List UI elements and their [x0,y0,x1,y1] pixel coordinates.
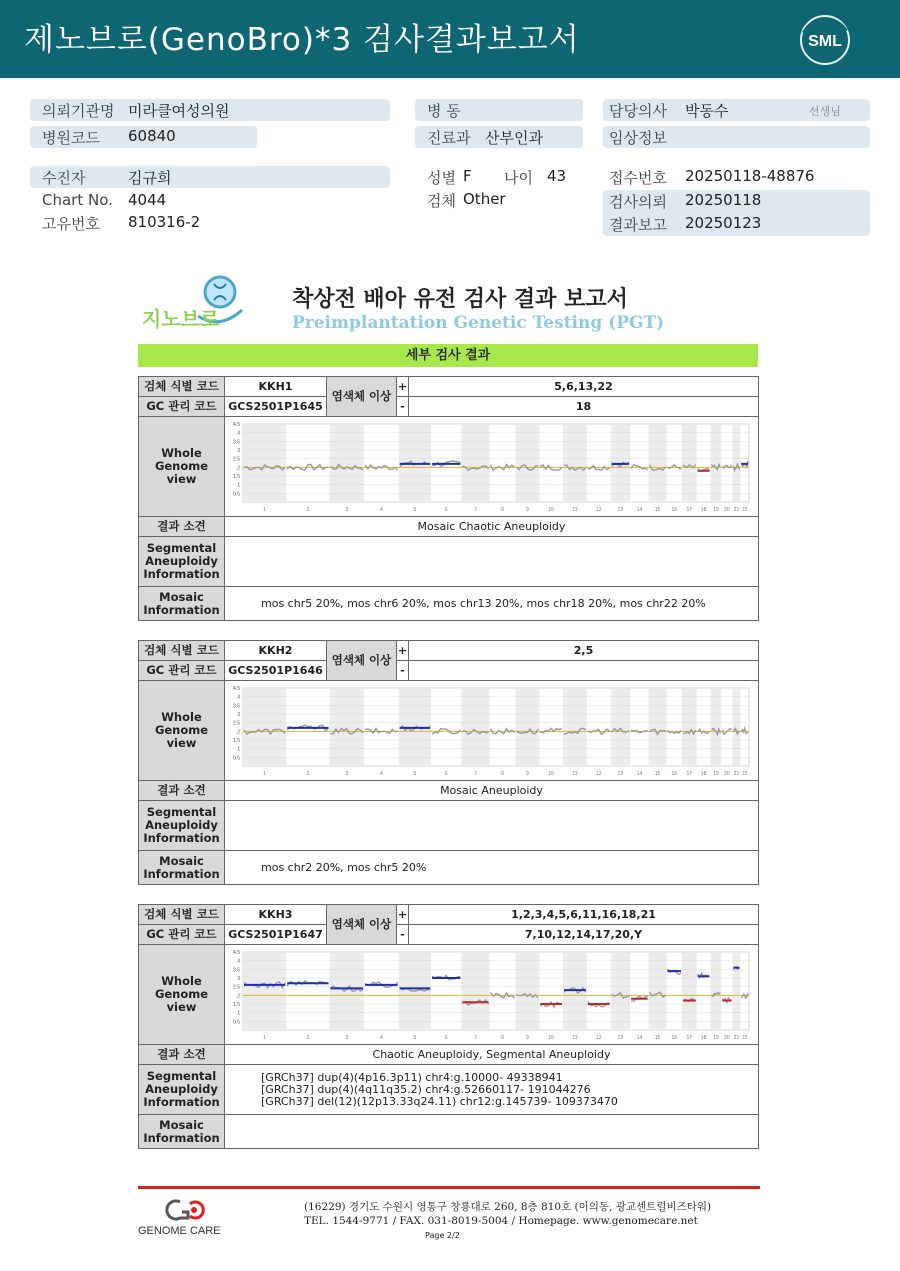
chromosome-band [611,952,630,1030]
chromosome-band [649,952,667,1030]
x-tick-label: 8 [501,770,504,777]
chromosome-band [329,688,364,766]
genobro-logo [140,272,248,332]
x-tick-label: 22 [741,1034,748,1041]
x-tick-label: 12 [595,770,602,777]
sample-code-label: 검체 식별 코드 [139,377,225,397]
chromosome-band [563,424,587,502]
mosaic-text: mos chr2 20%, mos chr5 20% [225,851,759,885]
chromosome-band [515,688,539,766]
chromosome-band [461,424,489,502]
genome-plot-cell [225,945,759,1045]
dept-row [415,126,583,148]
report-title: 제노브로(GenoBro)*3 검사결과보고서 [24,22,580,58]
dates-block [603,190,870,236]
x-tick-label: 12 [595,1034,602,1041]
x-tick-label: 17 [686,1034,693,1041]
receipt-value: 20250118-48876 [685,167,815,185]
x-tick-label: 1 [263,770,267,777]
segmental-label: Segmental Aneuploidy Information [139,1065,225,1115]
hospital-code-value: 60840 [128,127,176,145]
dept-value: 산부인과 [485,129,543,147]
gc-code: GCS2501P1646 [225,661,327,681]
chromosome-band [515,424,539,502]
gc-code-label: GC 관리 코드 [139,925,225,945]
result-text: Chaotic Aneuploidy, Segmental Aneuploidy [225,1045,759,1065]
report-date-label: 결과보고 [609,216,667,234]
patient-label: 수진자 [42,169,86,187]
institution-row [30,99,390,121]
chart-row [30,190,390,212]
y-tick-label: 0.5 [233,754,240,761]
gain-chromosomes: 5,6,13,22 [409,377,759,397]
sml-logo-text: SML [808,33,842,50]
chromosome-band [329,952,364,1030]
segmental-line: [GRCh37] del(12)(12p13.33q24.11) chr12:g.145739- 109373470 [261,1094,618,1108]
gc-code: GCS2501P1645 [225,397,327,417]
genome-plot-1 [225,418,757,516]
y-tick-label: 3.5 [233,438,240,445]
ward-label: 병 동 [427,102,461,120]
doctor-suffix: 선생님 [809,105,841,118]
chromosome-band [711,688,722,766]
uid-value: 810316-2 [128,213,201,231]
hospital-code-label: 병원코드 [42,129,100,147]
x-tick-label: 9 [525,506,529,513]
footer-contact: TEL. 1544-9771 / FAX. 031-8019-5004 / Homepage. www.genomecare.net [304,1215,698,1227]
x-tick-label: 21 [733,506,740,513]
chromosome-band [461,688,489,766]
minus-sign: - [397,925,409,945]
mosaic-label: Mosaic Information [139,851,225,885]
mosaic-label: Mosaic Information [139,1115,225,1149]
gain-chromosomes: 1,2,3,4,5,6,11,16,18,21 [409,905,759,925]
x-tick-label: 11 [572,506,578,513]
x-tick-label: 7 [474,770,477,777]
segmental-line: [GRCh37] dup(4)(4p16.3p11) chr4:g.10000- 49338941 [261,1070,563,1084]
genome-care-logo-text: GENOME CARE [138,1225,221,1237]
x-tick-label: 5 [413,506,417,513]
x-tick-label: 21 [733,770,740,777]
chromosome-band [649,688,667,766]
result-text: Mosaic Chaotic Aneuploidy [225,517,759,537]
x-tick-label: 8 [501,506,504,513]
x-tick-label: 10 [548,506,554,513]
result-label: 결과 소견 [139,517,225,537]
patient-value: 김규희 [128,169,172,187]
y-tick-label: 2 [237,728,240,735]
x-tick-label: 20 [724,770,730,777]
sample-table-2 [138,640,759,885]
section-title-bar: 세부 검사 결과 [138,344,758,367]
x-tick-label: 3 [345,770,349,777]
sex-label: 성별 [427,169,456,187]
page-number: Page 2/2 [425,1231,460,1240]
x-tick-label: 16 [671,506,677,513]
x-tick-label: 4 [380,1034,383,1041]
specimen-label: 검체 [427,192,456,210]
institution-label: 의뢰기관명 [42,102,115,120]
receipt-row [603,166,870,188]
footer-address: (16229) 경기도 수원시 영통구 창룡대로 260, 8층 810호 (이의동, 광교센트럴비즈타워) [304,1201,712,1213]
y-tick-label: 3.5 [233,702,240,709]
uid-label: 고유번호 [42,215,100,233]
y-tick-label: 2.5 [233,984,240,991]
age-value: 43 [547,167,567,185]
chromosome-band [733,952,741,1030]
mosaic-label: Mosaic Information [139,587,225,621]
y-tick-label: 3 [237,711,240,718]
title-bar [0,0,900,78]
x-tick-label: 1 [263,506,267,513]
chromosome-band [733,688,741,766]
ward-row [415,99,583,121]
genobro-logo-text: 지노브로 [142,307,220,331]
result-label: 결과 소견 [139,1045,225,1065]
sample-table-1 [138,376,759,621]
chromosome-band [733,424,741,502]
x-tick-label: 6 [444,770,448,777]
chromosome-band [649,424,667,502]
x-tick-label: 18 [700,506,707,513]
chromosome-band [711,424,722,502]
gc-code-label: GC 관리 코드 [139,397,225,417]
chrom-abn-label: 염색체 이상 [327,377,397,417]
chromosome-band [611,688,630,766]
plot-area [243,952,749,1030]
minus-sign: - [397,661,409,681]
footer-address-block [304,1200,711,1228]
y-tick-label: 1.5 [233,1001,240,1008]
minus-sign: - [397,397,409,417]
x-tick-label: 14 [636,506,643,513]
request-label: 검사의뢰 [609,193,667,211]
x-tick-label: 7 [474,506,477,513]
x-tick-label: 19 [713,770,719,777]
chromosome-band [243,688,286,766]
genome-plot-2 [225,682,757,780]
y-tick-label: 1 [237,482,240,489]
mosaic-text [225,1115,759,1149]
chrom-abn-label: 염색체 이상 [327,641,397,681]
uid-row [30,212,390,234]
y-tick-label: 0.5 [233,1018,240,1025]
dept-label: 진료과 [427,129,471,147]
y-tick-label: 1 [237,1010,240,1017]
chromosome-band [329,424,364,502]
x-tick-label: 11 [572,1034,578,1041]
plot-area [243,424,749,502]
y-tick-label: 0.5 [233,490,240,497]
x-tick-label: 6 [444,506,448,513]
segmental-text [225,801,759,851]
request-value: 20250118 [685,191,762,209]
pgt-title-korean: 착상전 배아 유전 검사 결과 보고서 [292,287,628,312]
x-tick-label: 9 [525,770,529,777]
sex-value: F [463,167,472,185]
sample-code: KKH3 [225,905,327,925]
x-tick-label: 2 [306,770,310,777]
y-tick-label: 4 [237,430,240,437]
x-tick-label: 15 [654,506,661,513]
chromosome-band [243,424,286,502]
loss-chromosomes: 7,10,12,14,17,20,Y [409,925,759,945]
y-tick-label: 4 [237,694,240,701]
y-tick-label: 4.5 [233,421,240,428]
clinical-label: 임상정보 [609,129,667,147]
chart-label: Chart No. [42,191,113,209]
y-tick-label: 3 [237,975,240,982]
specimen-row [415,189,595,211]
y-tick-label: 1 [237,746,240,753]
result-label: 결과 소견 [139,781,225,801]
x-tick-label: 21 [733,1034,740,1041]
x-tick-label: 15 [654,1034,661,1041]
x-tick-label: 14 [636,1034,643,1041]
doctor-label: 담당의사 [609,102,667,120]
x-tick-label: 16 [671,1034,677,1041]
y-tick-label: 4.5 [233,685,240,692]
y-tick-label: 3.5 [233,966,240,973]
y-tick-label: 4.5 [233,949,240,956]
whole-genome-label: Whole Genome view [139,417,225,517]
chrom-abn-label: 염색체 이상 [327,905,397,945]
x-tick-label: 8 [501,1034,504,1041]
gc-code: GCS2501P1647 [225,925,327,945]
x-tick-label: 20 [724,506,730,513]
x-tick-label: 13 [617,1034,624,1041]
y-tick-label: 2 [237,992,240,999]
y-tick-label: 3 [237,447,240,454]
y-tick-label: 2.5 [233,456,240,463]
y-tick-label: 2 [237,464,240,471]
x-tick-label: 17 [686,506,693,513]
loss-chromosomes: 18 [409,397,759,417]
sample-code-label: 검체 식별 코드 [139,641,225,661]
mosaic-text: mos chr5 20%, mos chr6 20%, mos chr13 20%, mos chr18 20%, mos chr22 20% [225,587,759,621]
result-text: Mosaic Aneuploidy [225,781,759,801]
chromosome-band [682,424,697,502]
whole-genome-label: Whole Genome view [139,681,225,781]
x-tick-label: 19 [713,506,719,513]
chromosome-band [682,688,697,766]
genome-plot-cell [225,417,759,517]
sample-code-label: 검체 식별 코드 [139,905,225,925]
plus-sign: + [397,905,409,925]
gain-chromosomes: 2,5 [409,641,759,661]
x-tick-label: 16 [671,770,677,777]
x-tick-label: 3 [345,506,349,513]
x-tick-label: 13 [617,770,624,777]
patient-row [30,166,390,188]
footer-divider [138,1186,760,1189]
x-tick-label: 20 [724,1034,730,1041]
y-tick-label: 2.5 [233,720,240,727]
genome-plot-cell [225,681,759,781]
chromosome-band [563,688,587,766]
y-tick-label: 1.5 [233,473,240,480]
x-tick-label: 18 [700,1034,707,1041]
segmental-label: Segmental Aneuploidy Information [139,801,225,851]
chart-value: 4044 [128,191,167,209]
pgt-title-english: Preimplantation Genetic Testing (PGT) [292,313,665,333]
x-tick-label: 9 [525,1034,529,1041]
doctor-row [603,99,870,121]
specimen-value: Other [463,190,506,208]
institution-value: 미라클여성의원 [128,102,230,120]
chromosome-band [515,952,539,1030]
x-tick-label: 1 [263,1034,267,1041]
x-tick-label: 5 [413,1034,417,1041]
x-tick-label: 4 [380,770,383,777]
segmental-line: [GRCh37] dup(4)(4q11q35.2) chr4:g.52660117- 191044276 [261,1082,591,1096]
x-tick-label: 2 [306,506,310,513]
chromosome-band [461,952,489,1030]
y-tick-label: 1.5 [233,737,240,744]
sex-age-row [415,166,595,188]
x-tick-label: 12 [595,506,602,513]
x-tick-label: 6 [444,1034,448,1041]
x-tick-label: 2 [306,1034,310,1041]
hospital-code-row [30,126,257,148]
x-tick-label: 10 [548,1034,554,1041]
x-tick-label: 18 [700,770,707,777]
genome-plot-3 [225,946,757,1044]
x-tick-label: 10 [548,770,554,777]
x-tick-label: 22 [741,506,748,513]
x-tick-label: 5 [413,770,417,777]
loss-chromosomes [409,661,759,681]
sml-logo [798,13,852,67]
x-tick-label: 11 [572,770,578,777]
genome-care-logo [138,1196,228,1240]
gc-code-label: GC 관리 코드 [139,661,225,681]
chromosome-band [682,952,697,1030]
x-tick-label: 15 [654,770,661,777]
x-tick-label: 4 [380,506,383,513]
doctor-value: 박동수 [685,102,729,120]
segmental-text [225,537,759,587]
report-date-value: 20250123 [685,214,762,232]
plus-sign: + [397,641,409,661]
whole-genome-label: Whole Genome view [139,945,225,1045]
x-tick-label: 13 [617,506,624,513]
chromosome-band [711,952,722,1030]
clinical-row [603,126,870,148]
y-tick-label: 4 [237,958,240,965]
segmental-text [225,1065,759,1115]
segmental-label: Segmental Aneuploidy Information [139,537,225,587]
sample-code: KKH1 [225,377,327,397]
age-label: 나이 [504,169,533,187]
plus-sign: + [397,377,409,397]
chromosome-band [243,952,286,1030]
x-tick-label: 3 [345,1034,349,1041]
x-tick-label: 17 [686,770,693,777]
sample-table-3 [138,904,759,1149]
sample-code: KKH2 [225,641,327,661]
x-tick-label: 14 [636,770,643,777]
x-tick-label: 7 [474,1034,477,1041]
receipt-label: 접수번호 [609,169,667,187]
x-tick-label: 19 [713,1034,719,1041]
x-tick-label: 22 [741,770,748,777]
